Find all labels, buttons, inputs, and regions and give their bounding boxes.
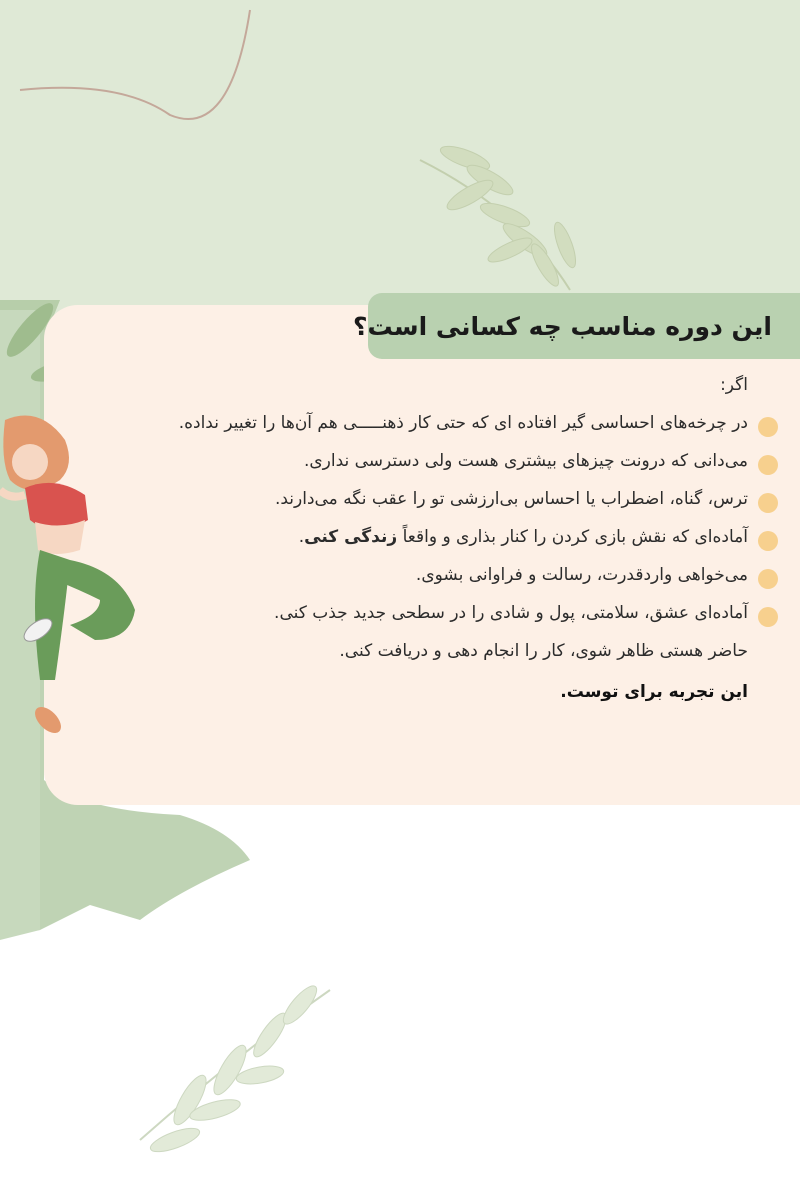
closing-text: این تجربه برای توست.: [560, 682, 748, 702]
list-item-text: آماده‌ای عشق، سلامتی، پول و شادی را در سطحی جدید جذب کنی.: [274, 603, 748, 623]
list-item: [138, 556, 748, 594]
list-item: [138, 632, 748, 670]
title-bar: [353, 293, 800, 359]
list-item: [138, 594, 748, 632]
bullet-dot: [758, 493, 778, 513]
list-item-text: آماده‌ای که نقش بازی کردن را کنار بذاری و واقعاً: [402, 527, 748, 547]
list-item-bold-text: زندگی کنی: [304, 527, 398, 547]
card-content: [138, 368, 748, 712]
list-item: [138, 442, 748, 480]
bullet-dot: [758, 607, 778, 627]
list-item-text: می‌دانی که درونت چیزهای بیشتری هست ولی دسترسی نداری.: [303, 451, 748, 471]
card-title: این دوره مناسب چه کسانی است؟: [353, 311, 772, 341]
list-item-text: ترس، گناه، اضطراب یا احساس بی‌ارزشی تو را عقب نگه می‌دارند.: [274, 489, 748, 509]
leaf-branch-bottom: [140, 981, 330, 1156]
list-item-tail: .: [298, 527, 305, 547]
bullet-dot: [758, 531, 778, 551]
list-item: [138, 404, 748, 442]
bullet-dot: [758, 569, 778, 589]
list-item: [138, 518, 748, 556]
list-item-text: حاضر هستی ظاهر شوی، کار را انجام دهی و دریافت کنی.: [339, 641, 748, 661]
dancing-woman-illustration: [0, 400, 150, 760]
top-green-background: [0, 0, 800, 330]
list-item-text: می‌خواهی واردقدرت، رسالت و فراوانی بشوی.: [415, 565, 748, 585]
bullet-dot: [758, 455, 778, 475]
bullet-dot: [758, 417, 778, 437]
intro-text: اگر:: [720, 375, 748, 395]
list-item: [138, 480, 748, 518]
list-item-text: در چرخه‌های احساسی گیر افتاده ای که حتی کار ذهنـــــی هم آن‌ها را تغییر نداده.: [178, 413, 748, 433]
